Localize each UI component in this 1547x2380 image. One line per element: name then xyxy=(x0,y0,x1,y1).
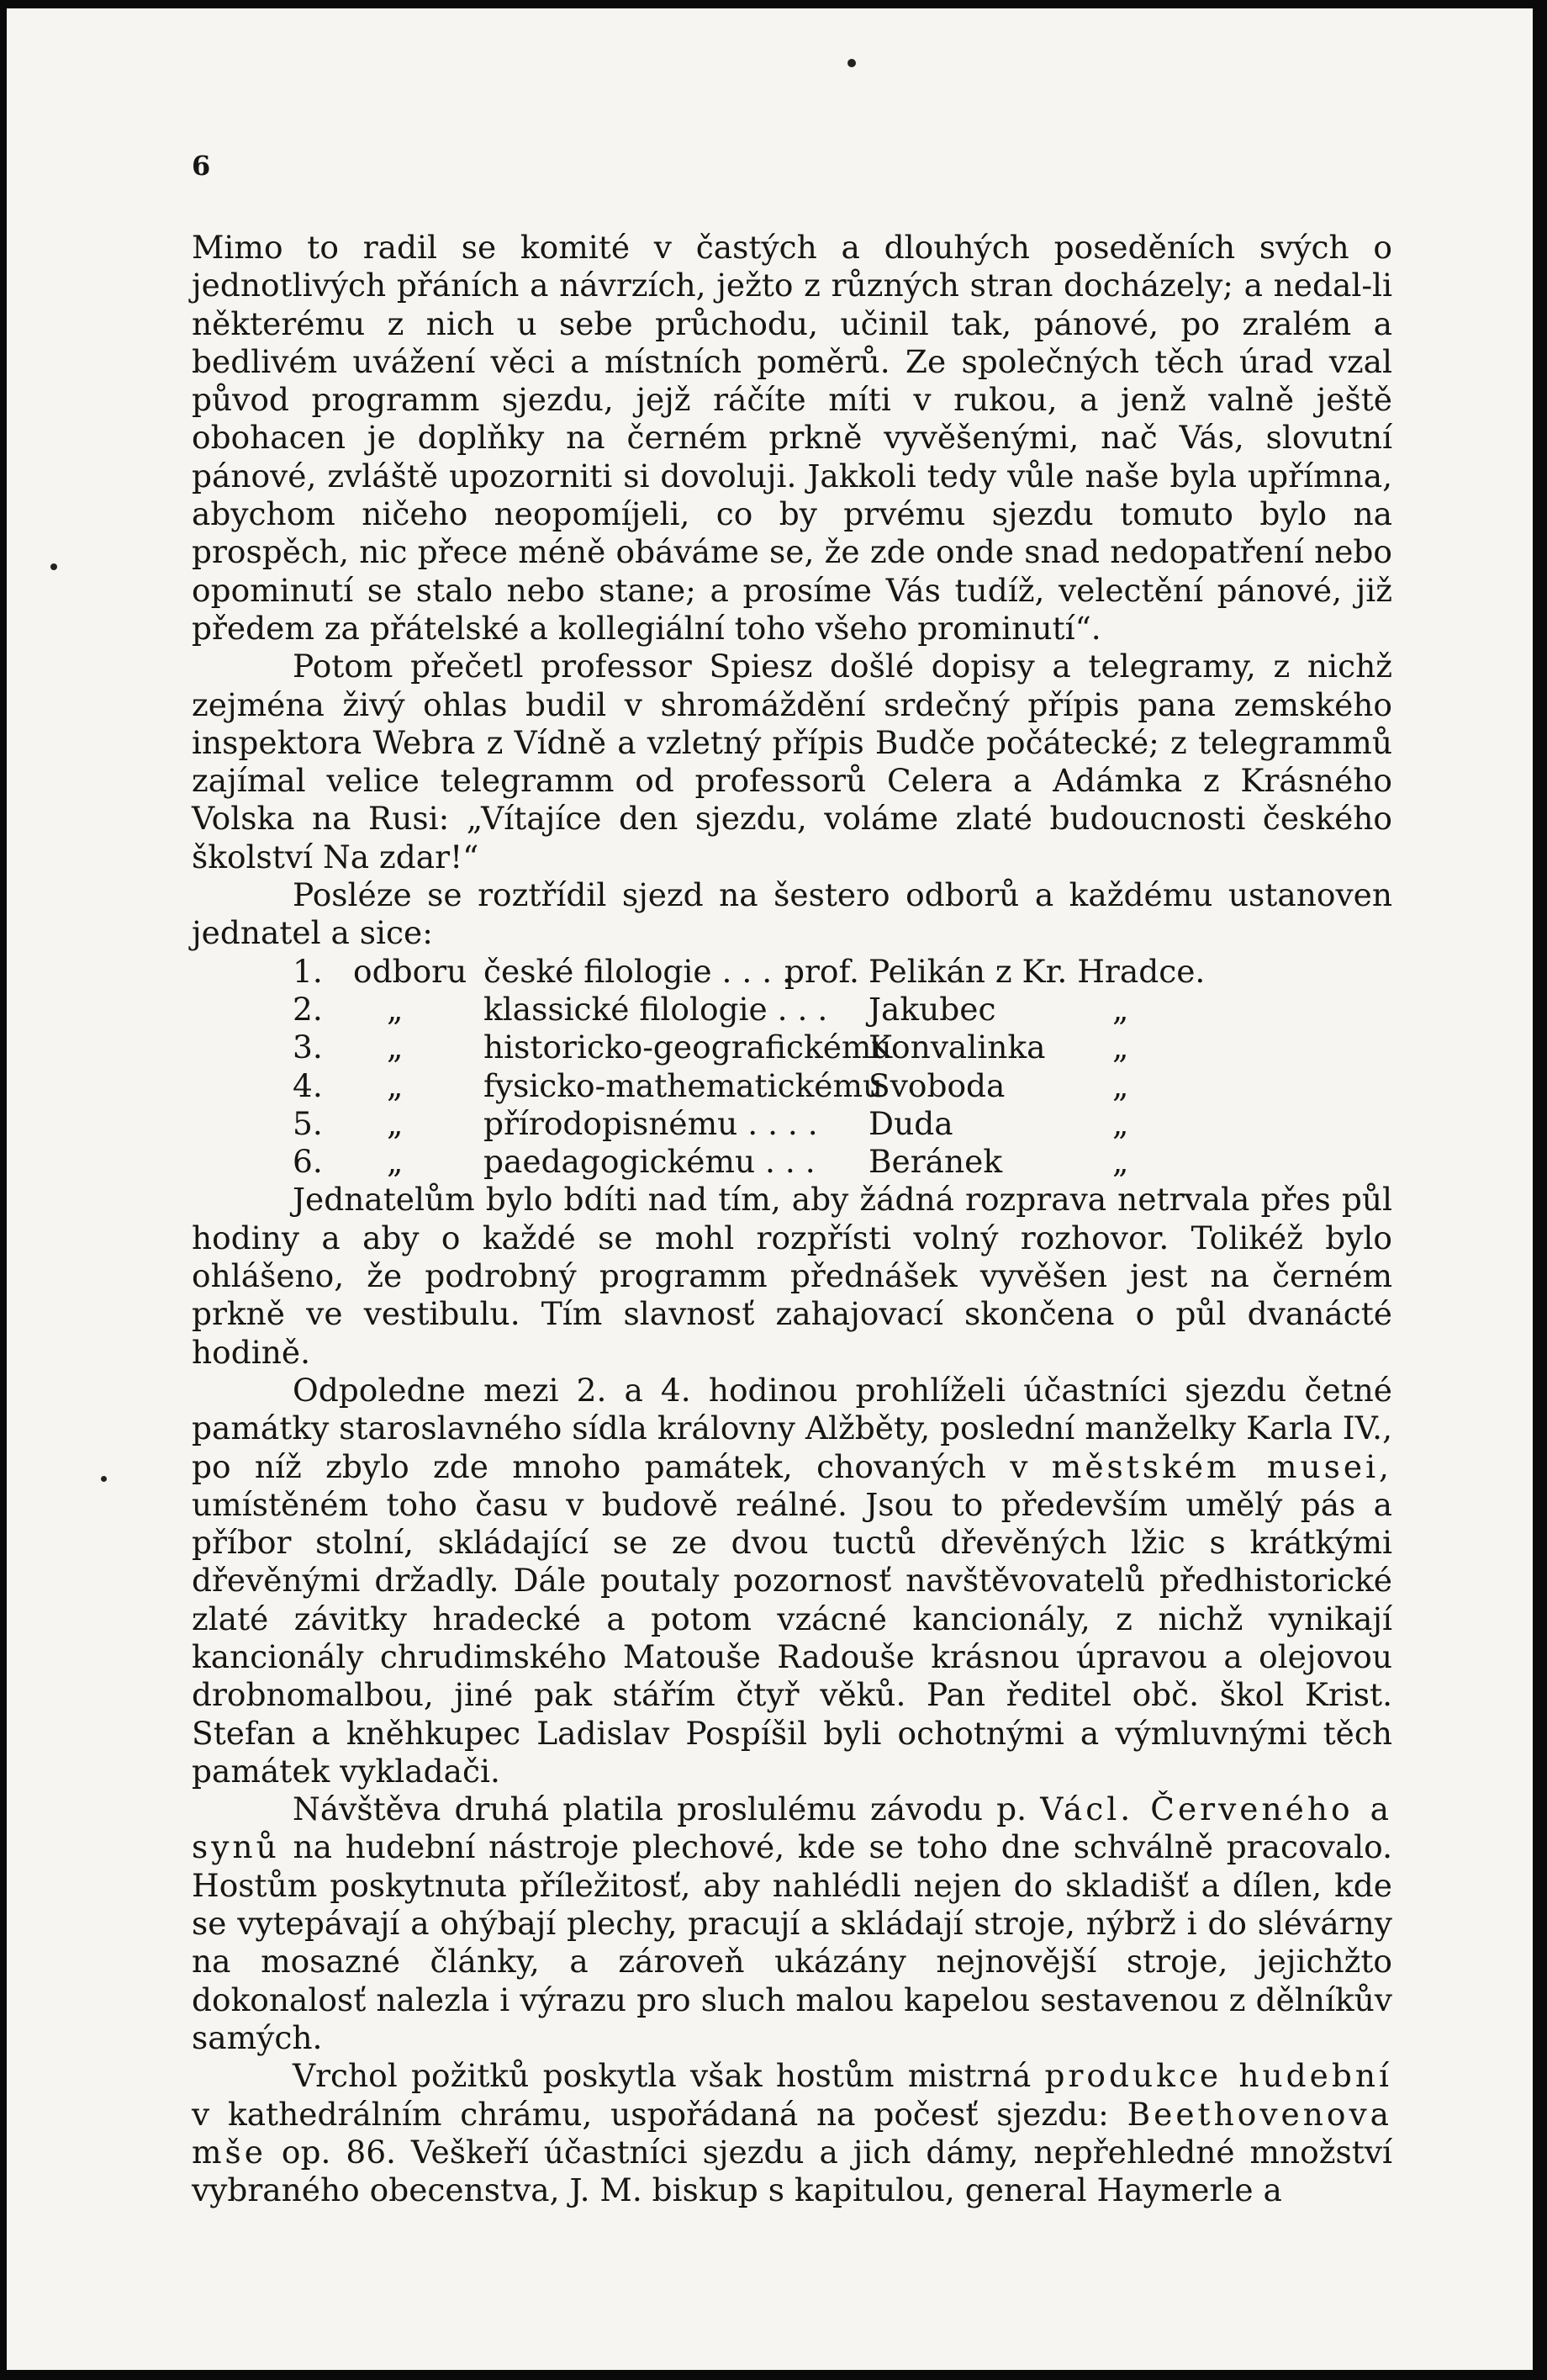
delegate-place: „ xyxy=(1112,1066,1129,1104)
delegate-place: „ xyxy=(1112,990,1129,1028)
section-number: 6. xyxy=(293,1143,323,1181)
section-row xyxy=(192,1067,1392,1105)
section-prefix: „ xyxy=(387,990,404,1028)
paragraph: Potom přečetl professor Spiesz došlé dopisy a telegramy, z nichž zejména živý ohlas budil v shromáždění srdečný přípis pana zemského inspektora Webra z Vídně a vzletný přípis Budče počátecké; z telegrammů zajímal velice telegramm od professorů Celera a Adámka z Krásného Volska na Rusi: „Vítajíce den sjezdu, voláme zlaté budoucnosti českého školství Na zdar!“ xyxy=(192,648,1392,875)
text-run: v kathedrálním chrámu, uspořádaná na počesť sjezdu: xyxy=(192,2095,1109,2133)
text-run: Návštěva druhá platila proslulému závodu p. xyxy=(293,1790,1027,1828)
section-name: paedagogickému . . . xyxy=(483,1143,816,1181)
delegate-name: Beránek xyxy=(869,1143,1003,1181)
section-row xyxy=(192,991,1392,1029)
delegate-place: „ xyxy=(1112,1029,1129,1066)
delegate-place: „ xyxy=(1112,1143,1129,1181)
section-row xyxy=(192,953,1392,991)
delegate-name: Svoboda xyxy=(869,1066,1006,1104)
section-prefix: odboru xyxy=(353,952,467,990)
paragraph: Posléze se roztřídil sjezd na šestero odborů a každému ustanoven jednatel a sice: xyxy=(192,876,1392,952)
emphasized-text: Václ. Červeného a synů xyxy=(192,1790,1392,1866)
paragraph xyxy=(192,2057,1392,2209)
section-number: 1. xyxy=(293,952,323,990)
section-name: klassické filologie . . . xyxy=(483,990,828,1028)
section-name: české filologie . . . . xyxy=(483,952,792,990)
emphasized-text: městském musei, xyxy=(1051,1447,1392,1485)
delegate-name: Jakubec xyxy=(869,990,996,1028)
delegate-name: Pelikán z Kr. Hradce. xyxy=(869,952,1206,990)
section-name: historicko-geografickému xyxy=(483,1029,892,1066)
delegate-prefix: prof. xyxy=(784,952,859,990)
section-number: 4. xyxy=(293,1066,323,1104)
section-prefix: „ xyxy=(387,1143,404,1181)
emphasized-text: produkce hudební xyxy=(1044,2057,1392,2095)
delegate-name: Konvalinka xyxy=(869,1029,1046,1066)
section-prefix: „ xyxy=(387,1029,404,1066)
section-row xyxy=(192,1029,1392,1066)
book-page xyxy=(7,8,1533,2370)
section-prefix: „ xyxy=(387,1104,404,1142)
ink-speck xyxy=(847,59,856,67)
paragraph: Jednatelům bylo bdíti nad tím, aby žádná rozprava netrvala přes půl hodiny a aby o každé se mohl rozpřísti volný rozhovor. Tolikéž bylo ohlášeno, že podrobný programm přednášek vyvěšen jest na černém prkně ve vestibulu. Tím slavnosť zahajovací skončena o půl dvanácté hodině. xyxy=(192,1181,1392,1371)
paragraph xyxy=(192,1790,1392,2057)
delegate-place: „ xyxy=(1112,1104,1129,1142)
section-number: 3. xyxy=(293,1029,323,1066)
text-run: na hudební nástroje plechové, kde se toho dne schválně pracovalo. Hostům poskytnuta příležitosť, aby nahlédli nejen do skladišť a dílen, kde se vytepávají a ohýbají plechy, pracují a skládají stroje, nýbrž i do slévárny na mosazné články, a zároveň ukázány nejnovější stroje, jejichžto dokonalosť nalezla i výrazu pro sluch malou kapelou sestavenou z dělníkův samých. xyxy=(192,1828,1392,2056)
section-name: přírodopisnému . . . . xyxy=(483,1104,818,1142)
page-number: 6 xyxy=(192,150,211,182)
section-list xyxy=(192,953,1392,1182)
paragraph: Mimo to radil se komité v častých a dlouhých poseděních svých o jednotlivých přáních a návrzích, ježto z různých stran docházely; a nedal-li některému z nich u sebe průchodu, učinil tak, pánové, po zralém a bedlivém uvážení věci a místních poměrů. Ze společných těch úrad vzal původ programm sjezdu, jejž ráčíte míti v rukou, a jenž valně ještě obohacen je doplňky na černém prkně vyvěšenými, nač Vás, slovutní pánové, zvláště upozorniti si dovoluji. Jakkoli tedy vůle naše byla upřímna, abychom ničeho neopomíjeli, co by prvému sjezdu tomuto bylo na prospěch, nic přece méně obáváme se, že zde onde snad nedopatření nebo opominutí se stalo nebo stane; a prosíme Vás tudíž, velectění pánové, již předem za přátelské a kollegiální toho všeho prominutí“. xyxy=(192,229,1392,647)
paragraph xyxy=(192,1372,1392,1790)
body-text xyxy=(192,229,1392,2209)
section-prefix: „ xyxy=(387,1066,404,1104)
text-run: op. 86. Veškeří účastníci sjezdu a jich dámy, nepřehledné množství vybraného obecenstva, J. M. biskup s kapitulou, general Haymerle a xyxy=(192,2133,1392,2209)
section-number: 5. xyxy=(293,1104,323,1142)
text-run: umístěném toho času v budově reálné. Jsou to především umělý pás a příbor stolní, skládající se ze dvou tuctů dřevěných lžic s krátkými dřevěnými držadly. Dále poutaly pozornosť navštěvovatelů předhistorické zlaté závitky hradecké a potom vzácné kancionály, z nichž vynikají kancionály chrudimského Matouše Radouše krásnou úpravou a olejovou drobnomalbou, jiné pak stářím čtyř věků. Pan ředitel obč. škol Krist. Stefan a kněhkupec Ladislav Pospíšil byli ochotnými a výmluvnými těch památek vykladači. xyxy=(192,1485,1392,1790)
text-run: Vrchol požitků poskytla však hostům mistrná xyxy=(293,2057,1032,2095)
ink-speck xyxy=(50,563,57,570)
section-row xyxy=(192,1143,1392,1181)
delegate-name: Duda xyxy=(869,1104,953,1142)
ink-speck xyxy=(101,1476,107,1482)
emphasized-text: Beethovenova mše xyxy=(192,2095,1392,2171)
section-row xyxy=(192,1105,1392,1143)
section-number: 2. xyxy=(293,990,323,1028)
section-name: fysicko-mathematickému xyxy=(483,1066,884,1104)
text-run: Odpoledne mezi 2. a 4. hodinou prohlíželi účastníci sjezdu četné památky staroslavného sídla královny Alžběty, poslední manželky Karla IV., po níž zbylo zde mnoho památek, chovaných v xyxy=(192,1371,1392,1485)
